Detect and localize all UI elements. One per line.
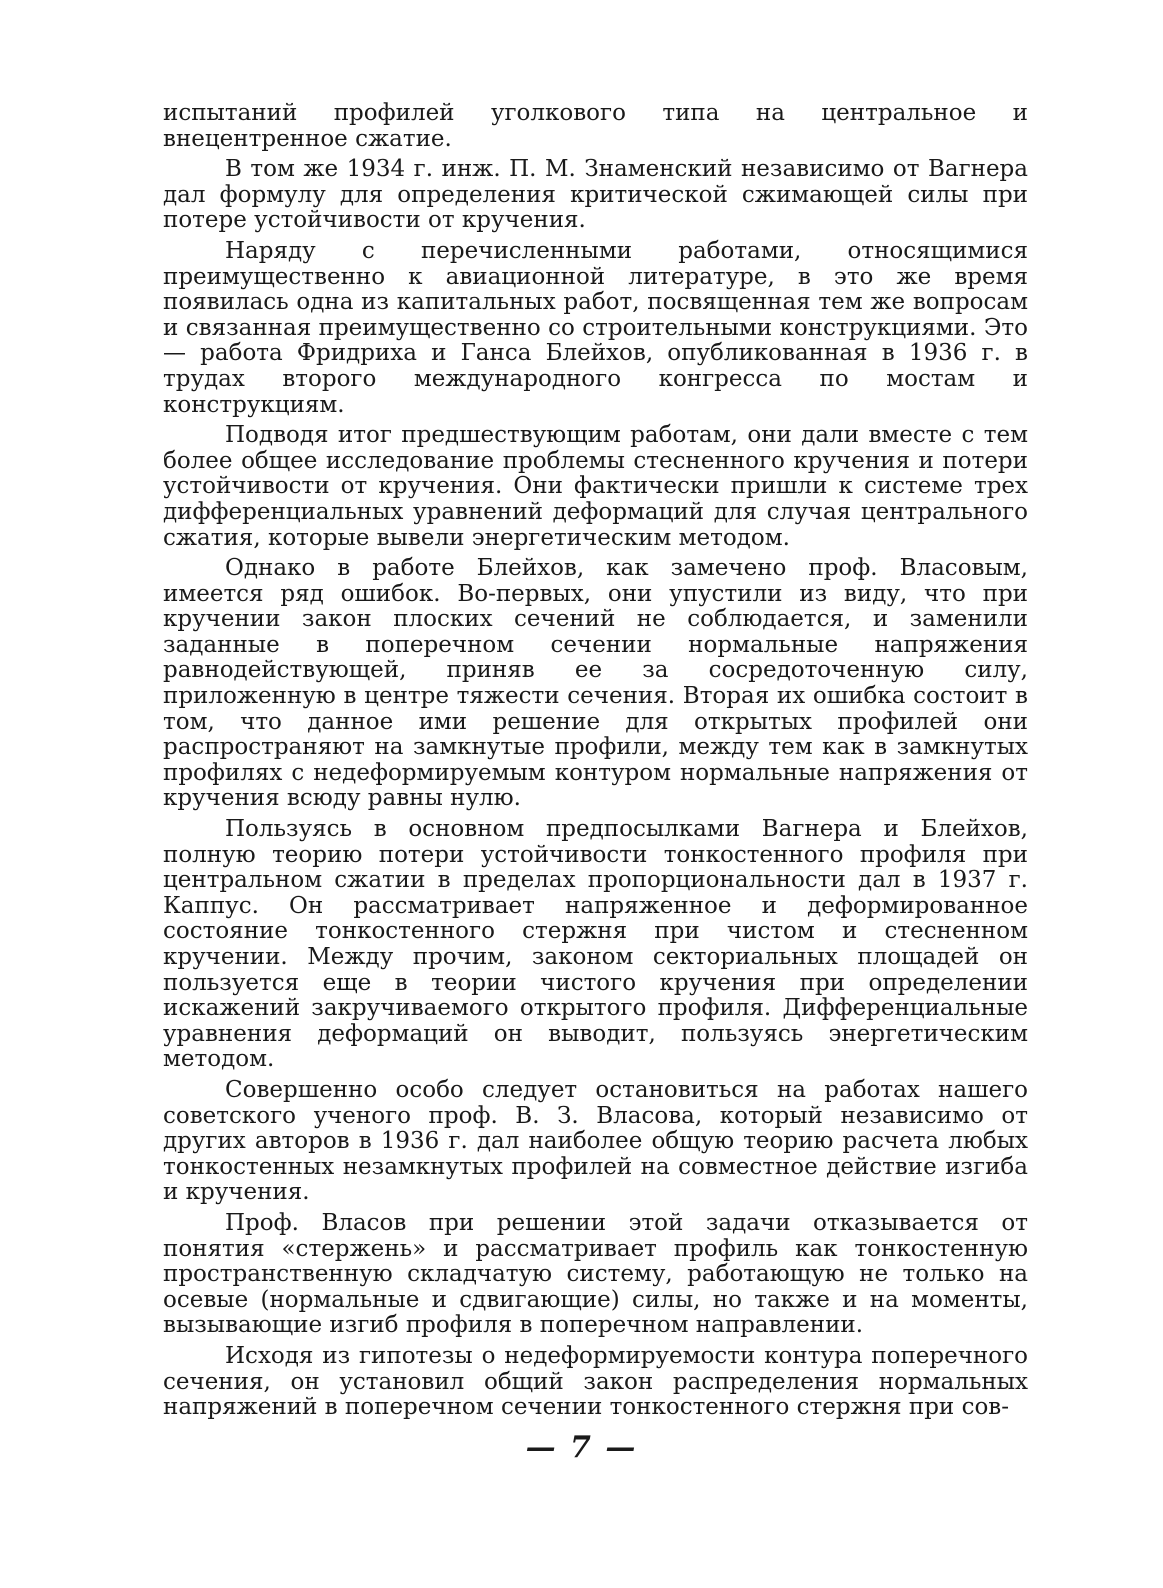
paragraph-bleich-intro: Наряду с перечисленными работами, относящимися преимущественно к авиационной литературе, в это же время появилась одна из капитальных работ, посвященная тем же вопросам и связанная преимущественно со строительными конструкциями. Это — работа Фридриха и Ганса Блейхов, опубликованная в 1936 г. в трудах второго международного конгресса по мостам и конструкциям.	[163, 237, 1028, 418]
paragraph-bleich-summary: Подводя итог предшествующим работам, они дали вместе с тем более общее исследование проблемы стесненного кручения и потери устойчивости от кручения. Они фактически пришли к системе трех дифференциальных уравнений деформаций для случая центрального сжатия, которые вывели энергетическим методом.	[163, 422, 1028, 551]
page-number: — 7 —	[525, 1430, 638, 1465]
body-text	[163, 101, 1028, 1426]
paragraph-vlasov-method: Проф. Власов при решении этой задачи отказывается от понятия «стержень» и рассматривает профиль как тонкостенную пространственную складчатую систему, работающую не только на осевые (нормальные и сдвигающие) силы, но также и на моменты, вызывающие изгиб профиля в поперечном направлении.	[163, 1209, 1028, 1339]
paragraph-hypothesis: Исходя из гипотезы о недеформируемости контура поперечного сечения, он установил общий закон распределения нормальных напряжений в поперечном сечении тонкостенного стержня при сов-	[163, 1342, 1028, 1421]
paragraph-bleich-errors: Однако в работе Блейхов, как замечено проф. Власовым, имеется ряд ошибок. Во-первых, они упустили из виду, что при кручении закон плоских сечений не соблюдается, и заменили заданные в поперечном сечении нормальные напряжения равнодействующей, приняв ее за сосредоточенную силу, приложенную в центре тяжести сечения. Вторая их ошибка состоит в том, что данное ими решение для открытых профилей они распространяют на замкнутые профили, между тем как в замкнутых профилях с недеформируемым контуром нормальные напряжения от кручения всюду равны нулю.	[163, 555, 1028, 812]
paragraph-kappus: Пользуясь в основном предпосылками Вагнера и Блейхов, полную теорию потери устойчивости тонкостенного профиля при центральном сжатии в пределах пропорциональности дал в 1937 г. Каппус. Он рассматривает напряженное и деформированное состояние тонкостенного стержня при чистом и стесненном кручении. Между прочим, законом секториальных площадей он пользуется еще в теории чистого кручения при определении искажений закручиваемого открытого профиля. Дифференциальные уравнения деформаций он выводит, пользуясь энергетическим методом.	[163, 816, 1028, 1073]
paragraph-znamensky: В том же 1934 г. инж. П. М. Знаменский независимо от Вагнера дал формулу для определения критической сжимающей силы при потере устойчивости от кручения.	[163, 156, 1028, 234]
paragraph-continuation: испытаний профилей уголкового типа на центральное и внецентренное сжатие.	[163, 100, 1028, 152]
paragraph-vlasov: Совершенно особо следует остановиться на работах нашего советского ученого проф. В. З. Власова, который независимо от других авторов в 1936 г. дал наиболее общую теорию расчета любых тонкостенных незамкнутых профилей на совместное действие изгиба и кручения.	[163, 1076, 1028, 1206]
